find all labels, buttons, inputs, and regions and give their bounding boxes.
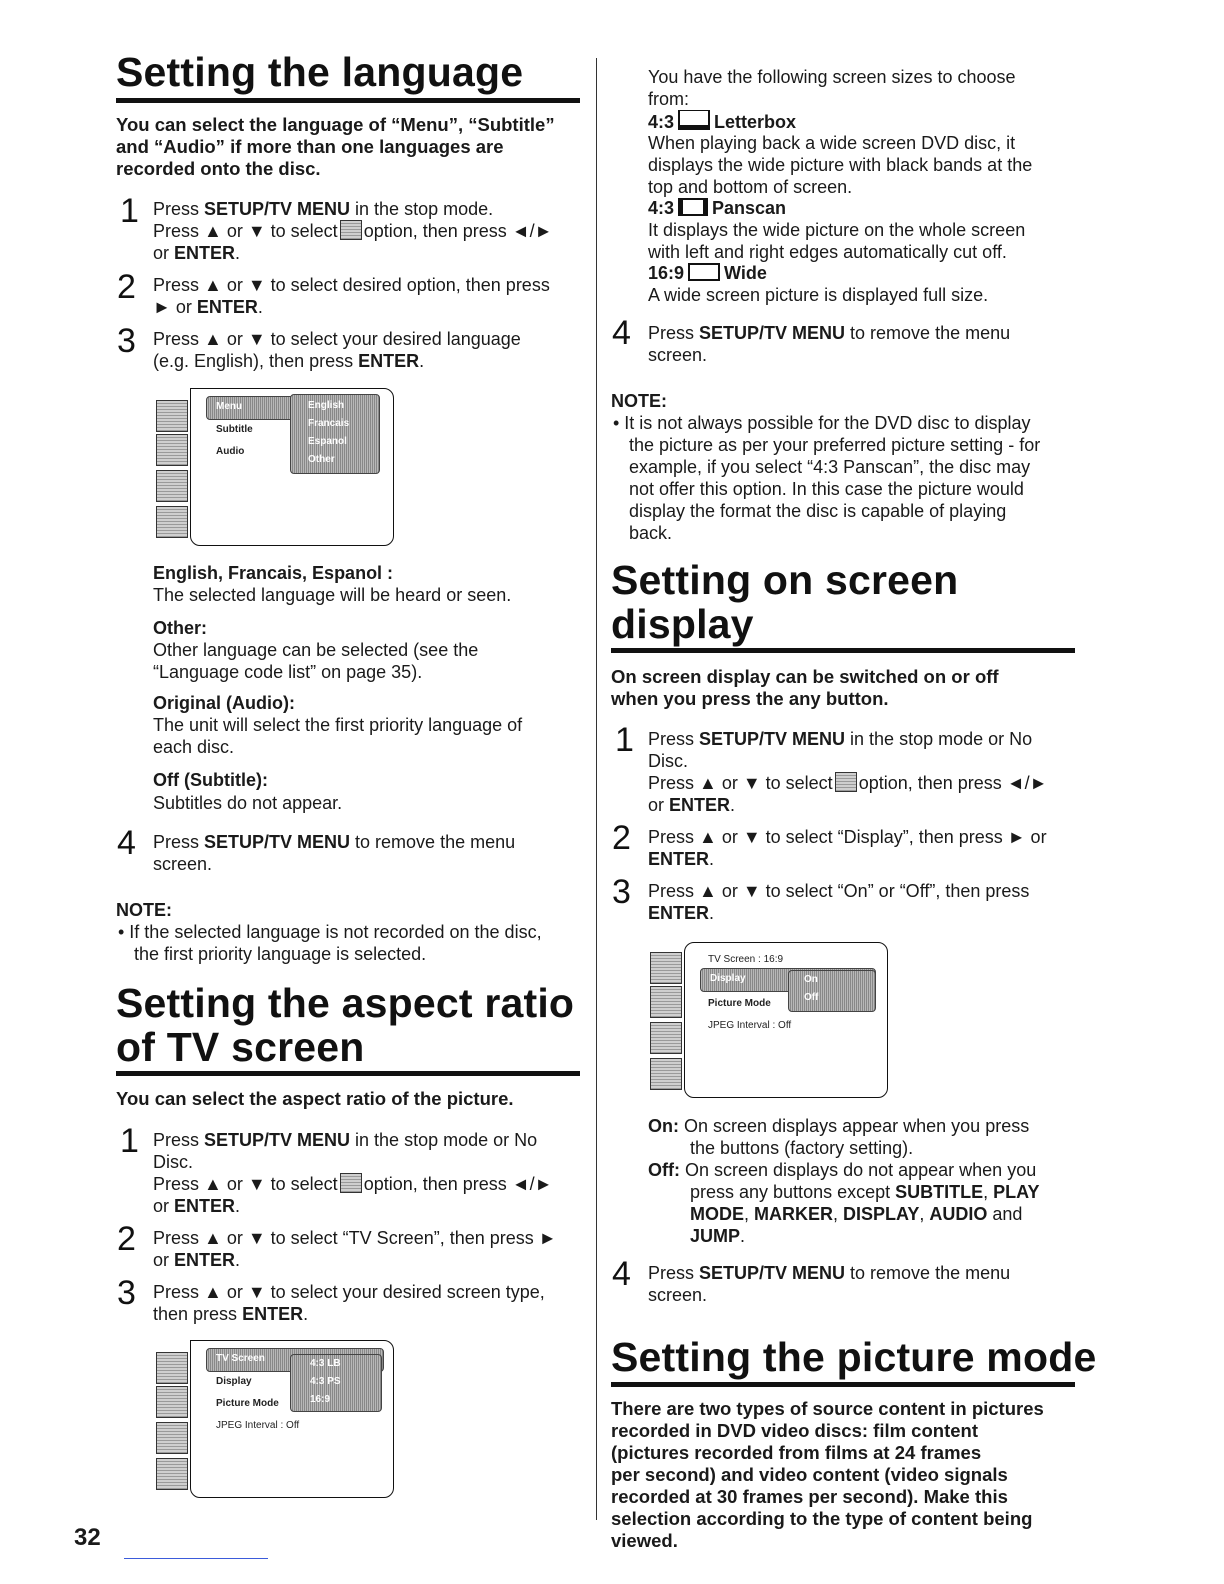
definition-body: Subtitles do not appear. xyxy=(153,793,343,813)
audio-icon xyxy=(650,1022,682,1054)
language-icon xyxy=(156,400,188,432)
display-menu-icon xyxy=(835,772,857,792)
step-number: 2 xyxy=(612,819,631,857)
footer-line xyxy=(124,1558,268,1559)
step-text: Press SETUP/TV MENU in the stop mode. Press ▲ or ▼ to select option, then press ◄/► or ENTER. xyxy=(153,199,553,263)
step-text: Press SETUP/TV MENU to remove the menu screen. xyxy=(648,323,1011,365)
size-body-letterbox: When playing back a wide screen DVD disc, it displays the wide picture with black bands at the top and bottom of screen. xyxy=(648,133,1033,197)
aspect-menu-screen xyxy=(150,1340,396,1500)
menu-row-label: TV Screen : 16:9 xyxy=(708,954,784,965)
language-icon xyxy=(156,1352,188,1384)
step-number: 1 xyxy=(120,192,139,230)
column-divider xyxy=(596,58,597,1520)
step-number: 4 xyxy=(612,314,631,352)
note-text: • It is not always possible for the DVD disc to display the picture as per your preferred picture setting - for example, if you select “4:3 Panscan”, the disc may not offer this option. In this case the picture would display the format the disc is capable of playing back. xyxy=(613,413,1041,543)
menu-row-label: Audio xyxy=(216,446,245,457)
title-rule xyxy=(611,648,1075,653)
osd-intro: On screen display can be switched on or off when you press the any button. xyxy=(611,666,999,709)
step-number: 2 xyxy=(117,268,136,306)
step-text: Press SETUP/TV MENU in the stop mode or No Disc. Press ▲ or ▼ to select option, then press ◄/► or ENTER. xyxy=(648,729,1048,815)
language-title: Setting the language xyxy=(116,49,524,95)
definition-heading: Original (Audio): xyxy=(153,693,295,713)
size-heading-wide: 16:9 Wide xyxy=(648,263,767,283)
definition-body: The selected language will be heard or seen. xyxy=(153,585,512,605)
off-definition: Off: On screen displays do not appear when you press any buttons except SUBTITLE, PLAY MODE, MARKER, DISPLAY, AUDIO and JUMP. xyxy=(648,1160,1040,1246)
sizes-intro: You have the following screen sizes to choose from: xyxy=(648,67,1016,109)
step-text: Press ▲ or ▼ to select desired option, then press ► or ENTER. xyxy=(153,275,550,317)
definition-heading: Other: xyxy=(153,618,207,638)
display-icon xyxy=(156,1386,188,1418)
picture-mode-intro: There are two types of source content in pictures recorded in DVD video discs: film content (pictures recorded from films at 24 frames per second) and video content (video signals recorded at 30 frames per second). Make this selection according to the type of content being viewed. xyxy=(611,1398,1044,1551)
size-body-wide: A wide screen picture is displayed full size. xyxy=(648,285,989,305)
osd-menu-screen xyxy=(644,942,890,1102)
title-rule xyxy=(116,1071,580,1076)
menu-row-label: Subtitle xyxy=(216,424,253,435)
step-text: Press SETUP/TV MENU to remove the menu screen. xyxy=(153,832,516,874)
option-label: 4:3 LB xyxy=(310,1358,341,1369)
option-label: On xyxy=(804,974,818,985)
menu-row-label: Menu xyxy=(216,401,243,412)
parental-icon xyxy=(156,506,188,538)
option-label: Espanol xyxy=(308,436,347,447)
display-icon xyxy=(156,434,188,466)
picture-mode-title: Setting the picture mode xyxy=(611,1334,1097,1380)
definition-heading: Off (Subtitle): xyxy=(153,770,268,790)
step-text: Press ▲ or ▼ to select your desired screen type, then press ENTER. xyxy=(153,1282,545,1324)
menu-row-label: TV Screen xyxy=(216,1353,265,1364)
menu-row-label: Picture Mode xyxy=(708,998,771,1009)
note-text: • If the selected language is not recorded on the disc, the first priority language is selected. xyxy=(118,922,542,964)
audio-icon xyxy=(156,470,188,502)
step-text: Press ▲ or ▼ to select “On” or “Off”, then press ENTER. xyxy=(648,881,1030,923)
on-definition: On: On screen displays appear when you press the buttons (factory setting). xyxy=(648,1116,1030,1158)
step-number: 4 xyxy=(612,1255,631,1293)
step-number: 2 xyxy=(117,1220,136,1258)
menu-row-label: Display xyxy=(216,1376,252,1387)
definition-body: The unit will select the first priority language of each disc. xyxy=(153,715,523,757)
parental-icon xyxy=(156,1458,188,1490)
page-number: 32 xyxy=(74,1524,101,1551)
option-label: Francais xyxy=(308,418,350,429)
option-list xyxy=(788,970,876,1012)
parental-icon xyxy=(650,1058,682,1090)
step-text: Press SETUP/TV MENU in the stop mode or No Disc. Press ▲ or ▼ to select option, then press ◄/► or ENTER. xyxy=(153,1130,553,1216)
aspect-title: Setting the aspect ratio of TV screen xyxy=(116,980,575,1070)
option-label: 4:3 PS xyxy=(310,1376,341,1387)
definition-heading: English, Francais, Espanol : xyxy=(153,563,394,583)
option-label: 16:9 xyxy=(310,1394,331,1405)
menu-row-label: Display xyxy=(710,973,746,984)
note-heading: NOTE: xyxy=(116,900,172,920)
step-text: Press SETUP/TV MENU to remove the menu screen. xyxy=(648,1263,1011,1305)
title-rule xyxy=(611,1382,1075,1387)
display-menu-icon xyxy=(340,1173,362,1193)
option-label: Other xyxy=(308,454,335,465)
step-number: 4 xyxy=(117,824,136,862)
menu-row-label: JPEG Interval : Off xyxy=(708,1020,792,1031)
title-rule xyxy=(116,98,580,103)
size-body-panscan: It displays the wide picture on the whole screen with left and right edges automatically cut off. xyxy=(648,220,1026,262)
language-icon xyxy=(650,952,682,984)
display-icon xyxy=(650,986,682,1018)
step-number: 1 xyxy=(615,721,634,759)
step-number: 3 xyxy=(612,873,631,911)
aspect-intro: You can select the aspect ratio of the picture. xyxy=(116,1088,514,1109)
letterbox-icon xyxy=(678,110,710,130)
step-text: Press ▲ or ▼ to select “TV Screen”, then press ► or ENTER. xyxy=(153,1228,557,1270)
language-menu-screen xyxy=(150,388,396,548)
option-label: English xyxy=(308,400,345,411)
option-label: Off xyxy=(804,992,819,1003)
menu-row-label: Picture Mode xyxy=(216,1398,279,1409)
language-menu-icon xyxy=(340,220,362,240)
step-number: 1 xyxy=(120,1122,139,1160)
panscan-icon xyxy=(678,198,708,216)
osd-title: Setting on screen display xyxy=(611,557,959,647)
step-number: 3 xyxy=(117,322,136,360)
size-heading-letterbox: 4:3 Letterbox xyxy=(648,112,797,132)
note-heading: NOTE: xyxy=(611,391,667,411)
wide-icon xyxy=(688,263,720,281)
size-heading-panscan: 4:3 Panscan xyxy=(648,198,787,218)
step-number: 3 xyxy=(117,1274,136,1312)
audio-icon xyxy=(156,1422,188,1454)
language-intro: You can select the language of “Menu”, “Subtitle” and “Audio” if more than one languages are recorded onto the disc. xyxy=(116,114,555,179)
definition-body: Other language can be selected (see the “Language code list” on page 35). xyxy=(153,640,479,682)
step-text: Press ▲ or ▼ to select your desired language (e.g. English), then press ENTER. xyxy=(153,329,521,371)
menu-row-label: JPEG Interval : Off xyxy=(216,1420,300,1431)
step-text: Press ▲ or ▼ to select “Display”, then press ► or ENTER. xyxy=(648,827,1047,869)
